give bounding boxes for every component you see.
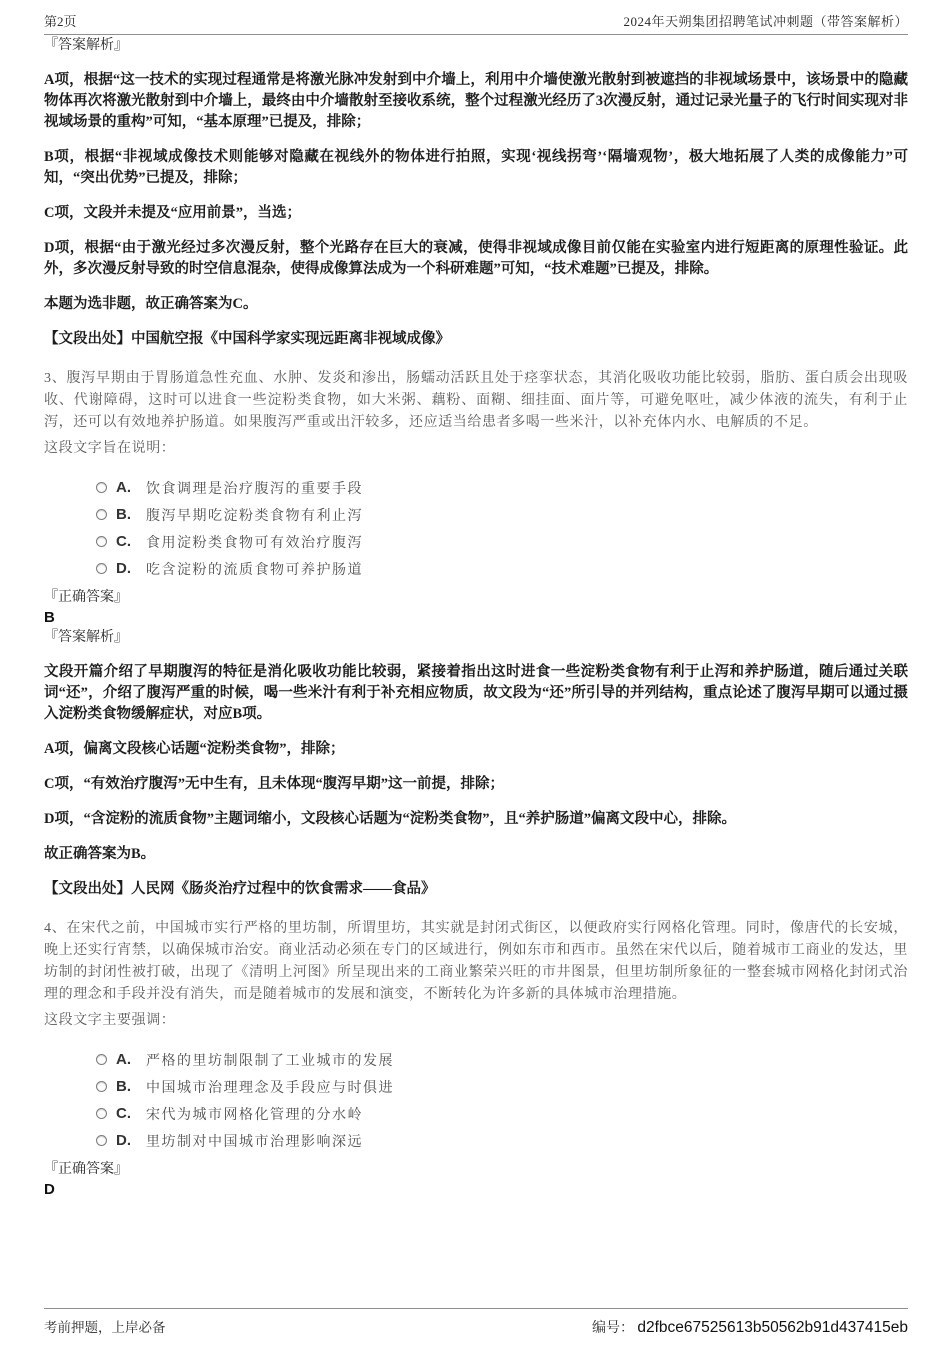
source-reference: 【文段出处】中国航空报《中国科学家实现远距离非视域成像》 [44,331,450,347]
radio-button[interactable] [96,1108,107,1119]
analysis-marker: 『答案解析』 [44,38,128,53]
footer-slogan: 考前押题，上岸必备 [44,1320,166,1335]
page-header [44,0,908,35]
option-text: 腹泻早期吃淀粉类食物有利止泻 [146,508,363,524]
option-text: 吃含淀粉的流质食物可养护肠道 [146,562,363,578]
option-letter: B. [116,506,131,523]
code-id: d2fbce67525613b50562b91d437415eb [637,1319,908,1336]
question-3-options [44,474,908,582]
analysis-paragraph: 文段开篇介绍了早期腹泻的特征是消化吸收功能比较弱，紧接着指出这时进食一些淀粉类食物有利于止泻和养护肠道，随后通过关联词“还”，介绍了腹泻严重的时候，喝一些米汁有利于补充相应物质，故文段为“还”所引导的并列结构，重点论述了腹泻早期可以通过摄入淀粉类食物缓解症状，对应B项。 [44,664,908,722]
option-text: 食用淀粉类食物可有效治疗腹泻 [146,535,363,551]
correct-answer-marker: 『正确答案』 [44,590,128,605]
analysis-paragraph: B项，根据“非视域成像技术则能够对隐藏在视线外的物体进行拍照，实现‘视线拐弯’‘隔墙观物’，极大地拓展了人类的成像能力”可知，“突出优势”已提及，排除； [44,149,908,186]
radio-button[interactable] [96,563,107,574]
option-row-c[interactable] [44,528,908,555]
analysis-conclusion: 故正确答案为B。 [44,846,156,862]
option-letter: D. [116,1132,131,1149]
option-row-c[interactable] [44,1100,908,1127]
analysis-conclusion: 本题为选非题，故正确答案为C。 [44,296,258,312]
option-row-d[interactable] [44,1127,908,1154]
radio-button[interactable] [96,509,107,520]
question-4-prompt: 这段文字主要强调： [44,1013,176,1028]
document-title: 2024年天朔集团招聘笔试冲刺题（带答案解析） [623,14,908,29]
radio-button[interactable] [96,482,107,493]
option-letter: B. [116,1078,131,1095]
question-4-stem: 4、在宋代之前，中国城市实行严格的里坊制，所谓里坊，其实就是封闭式街区，以便政府实行网格化管理。同时，像唐代的长安城，晚上还实行宵禁，以确保城市治安。商业活动必须在专门的区域进行，例如东市和西市。虽然在宋代以后，随着城市工商业的发达，里坊制的封闭性被打破，出现了《清明上河图》所呈现出来的工商业繁荣兴旺的市井图景，但里坊制所象征的一整套城市网格化封闭式治理的理念和手段并没有消失，而是随着城市的发展和演变，不断转化为许多新的具体城市治理措施。 [44,921,908,1002]
option-text: 饮食调理是治疗腹泻的重要手段 [146,481,363,497]
question-4-options [44,1046,908,1154]
correct-answer-letter: B [44,609,55,626]
analysis-paragraph: C项，文段并未提及“应用前景”，当选； [44,205,301,221]
option-letter: C. [116,533,131,550]
question-4-answer-block [44,1160,908,1200]
option-row-a[interactable] [44,1046,908,1073]
option-letter: A. [116,1051,131,1068]
option-row-b[interactable] [44,501,908,528]
radio-button[interactable] [96,1081,107,1092]
radio-button[interactable] [96,1054,107,1065]
option-text: 宋代为城市网格化管理的分水岭 [146,1107,363,1123]
analysis-marker: 『答案解析』 [44,630,128,645]
option-row-d[interactable] [44,555,908,582]
radio-button[interactable] [96,536,107,547]
correct-answer-letter: D [44,1181,55,1198]
code-label: 编号： [591,1321,634,1336]
analysis-paragraph: A项，根据“这一技术的实现过程通常是将激光脉冲发射到中介墙上，利用中介墙使激光散射到被遮挡的非视域场景中，该场景中的隐藏物体再次将激光散射到中介墙上，最终由中介墙散射至接收系统，整个过程激光经历了3次漫反射，通过记录光量子的飞行时间实现对非视域场景的重构”可知，“基本原理”已提及，排除； [44,72,908,130]
question-3-stem: 3、腹泻早期由于胃肠道急性充血、水肿、发炎和渗出，肠蠕动活跃且处于痉挛状态，其消化吸收功能比较弱，脂肪、蛋白质会出现吸收、代谢障碍，这时可以进食一些淀粉类食物，如大米粥、藕粉、面糊、细挂面、面片等，可避免呕吐，减少体液的流失，有利于止泻，还可以有效地养护肠道。如果腹泻严重或出汗较多，还应适当给患者多喝一些米汁，以补充体内水、电解质的不足。 [44,371,908,430]
page-footer [44,1308,908,1337]
question-3-prompt: 这段文字旨在说明： [44,441,176,456]
analysis-paragraph: C项，“有效治疗腹泻”无中生有，且未体现“腹泻早期”这一前提，排除； [44,776,504,792]
option-text: 里坊制对中国城市治理影响深远 [146,1134,363,1150]
option-text: 严格的里坊制限制了工业城市的发展 [146,1053,394,1069]
option-letter: A. [116,479,131,496]
analysis-paragraph: D项，“含淀粉的流质食物”主题词缩小，文段核心话题为“淀粉类食物”，且“养护肠道”偏离文段中心，排除。 [44,811,736,827]
page-number: 第2页 [44,14,77,29]
option-letter: D. [116,560,131,577]
correct-answer-marker: 『正确答案』 [44,1162,128,1177]
option-row-a[interactable] [44,474,908,501]
page-content [44,36,908,1214]
question-3-answer-block [44,588,908,648]
analysis-paragraph: D项，根据“由于激光经过多次漫反射，整个光路存在巨大的衰减，使得非视域成像目前仅能在实验室内进行短距离的原理性验证。此外，多次漫反射导致的时空信息混杂，使得成像算法成为一个科研难题”可知，“技术难题”已提及，排除。 [44,240,908,277]
option-letter: C. [116,1105,131,1122]
radio-button[interactable] [96,1135,107,1146]
analysis-paragraph: A项，偏离文段核心话题“淀粉类食物”，排除； [44,741,345,757]
footer-code [592,1317,908,1337]
option-row-b[interactable] [44,1073,908,1100]
source-reference: 【文段出处】人民网《肠炎治疗过程中的饮食需求——食品》 [44,881,436,897]
option-text: 中国城市治理理念及手段应与时俱进 [146,1080,394,1096]
